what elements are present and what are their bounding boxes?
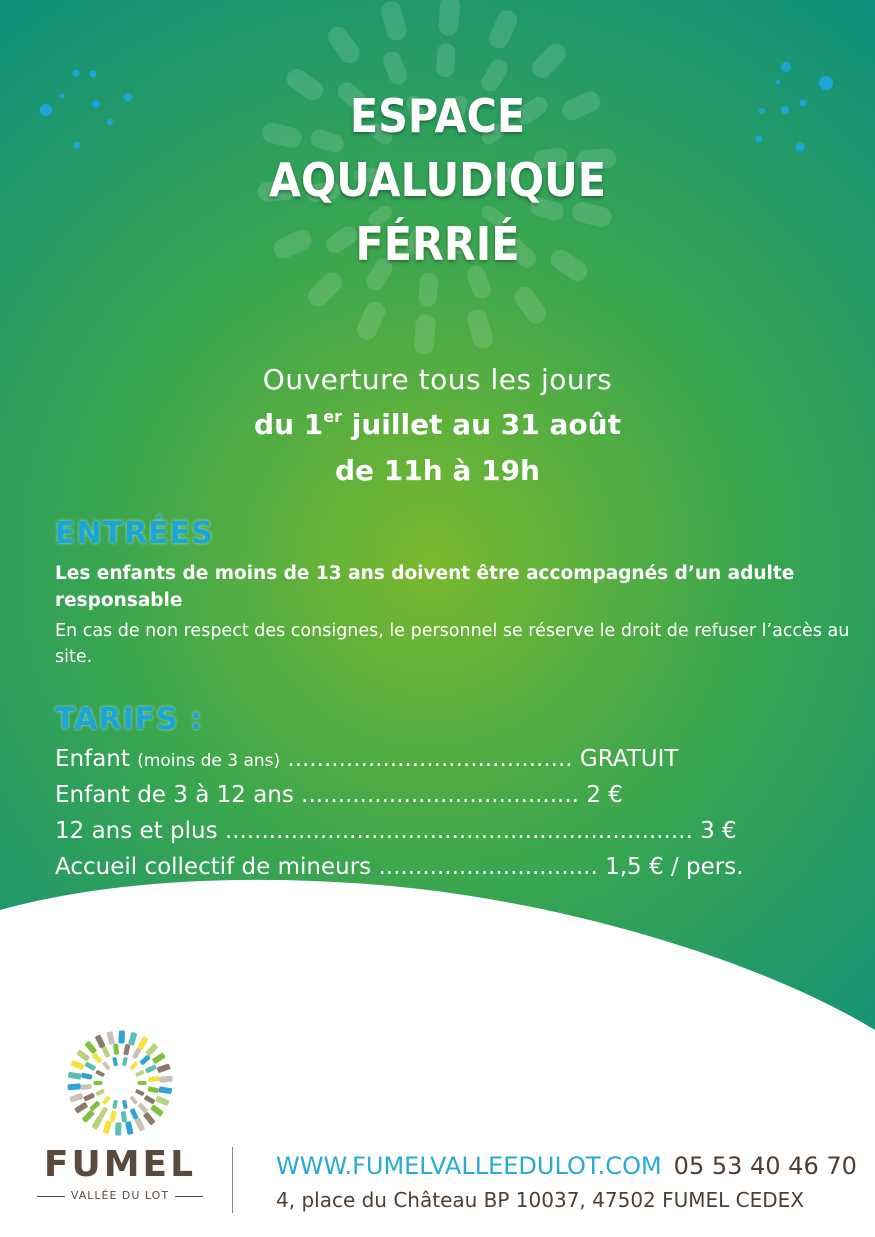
entrees-note: En cas de non respect des consignes, le personnel se réserve le droit de refuser l’accès au site. xyxy=(55,621,850,667)
logo-petal xyxy=(112,1100,118,1110)
logo-name: FUMEL xyxy=(43,1144,197,1185)
logo-petal xyxy=(148,1076,159,1082)
logo-petal xyxy=(95,1034,106,1048)
logo-petal xyxy=(113,1043,119,1054)
logo-petal xyxy=(102,1061,111,1071)
logo-petal xyxy=(82,1110,95,1124)
logo-petal xyxy=(115,1122,121,1135)
tarifs-heading: TARIFS : xyxy=(55,702,204,737)
logo-petal xyxy=(135,1070,145,1078)
address: 4, place du Château BP 10037, 47502 FUMEL CEDEX xyxy=(276,1188,804,1212)
tarif-price: 3 € xyxy=(700,818,737,844)
logo-petal xyxy=(143,1112,156,1126)
opening-line-3: de 11h à 19h xyxy=(335,454,540,487)
logo-petal xyxy=(94,1081,103,1085)
logo-petal xyxy=(68,1072,82,1080)
logo-petal xyxy=(67,1083,80,1090)
logo-petal xyxy=(69,1093,83,1103)
flower-petal xyxy=(413,314,436,355)
tarif-label: Accueil collectif de mineurs xyxy=(55,854,372,880)
tarif-row xyxy=(55,777,855,813)
logo-petal xyxy=(122,1100,128,1110)
entrees-rule: Les enfants de moins de 13 ans doivent être accompagnés d’un adulte responsable xyxy=(55,563,795,611)
opening-line-1: Ouverture tous les jours xyxy=(262,363,613,396)
tarif-row xyxy=(55,849,855,885)
logo-petal xyxy=(129,1061,138,1071)
page-title xyxy=(44,84,832,276)
fumel-logo xyxy=(30,1025,210,1215)
tarif-price: 2 € xyxy=(586,782,623,808)
logo-petal xyxy=(84,1040,97,1054)
flower-petal xyxy=(435,43,455,78)
logo-petal xyxy=(76,1049,90,1062)
opening-hours xyxy=(0,358,875,494)
tarif-label-detail: (moins de 3 ans) xyxy=(137,751,281,771)
logo-petal xyxy=(132,1047,142,1059)
logo-petal xyxy=(123,1044,130,1056)
flower-petal xyxy=(418,272,438,307)
footer-divider xyxy=(232,1147,233,1213)
contact-line-1 xyxy=(276,1148,857,1184)
logo-petal xyxy=(70,1060,84,1071)
logo-petal xyxy=(129,1095,138,1105)
logo-petal xyxy=(101,1046,110,1058)
logo-petal xyxy=(112,1057,118,1067)
opening-line-2 xyxy=(0,402,875,448)
logo-petal xyxy=(134,1117,145,1131)
tarifs-list xyxy=(55,741,855,885)
logo-petal xyxy=(147,1086,159,1093)
logo-petal xyxy=(152,1052,166,1064)
logo-petal xyxy=(156,1063,170,1073)
tarif-label: Enfant xyxy=(55,746,138,772)
logo-petal xyxy=(91,1116,103,1130)
fumel-logo-icon xyxy=(30,1025,210,1140)
tarif-row xyxy=(55,813,855,849)
title-line-3: FÉRRIÉ xyxy=(355,217,520,271)
logo-tagline: VALLÉE DU LOT xyxy=(30,1189,210,1202)
logo-petal xyxy=(138,1081,147,1085)
entrees-heading: ENTRÉES xyxy=(55,516,214,551)
tarif-price: GRATUIT xyxy=(579,746,679,772)
logo-petal xyxy=(122,1057,128,1067)
logo-petal xyxy=(91,1052,102,1063)
opening-date-sup: er xyxy=(323,407,343,426)
tarif-label: Enfant de 3 à 12 ans xyxy=(55,782,294,808)
logo-petal xyxy=(80,1084,91,1090)
logo-petal xyxy=(98,1107,108,1119)
phone-number: 05 53 40 46 70 xyxy=(673,1152,857,1180)
tarif-dots: ................................................................ xyxy=(217,818,701,844)
logo-petal xyxy=(145,1043,158,1057)
tarif-dots: ....................................... xyxy=(280,746,580,772)
logo-petal xyxy=(106,1031,115,1045)
website-link[interactable]: WWW.FUMELVALLEEDULOT.COM xyxy=(276,1152,662,1180)
logo-petal xyxy=(83,1093,95,1102)
logo-petal xyxy=(95,1089,105,1097)
logo-petal xyxy=(95,1070,105,1078)
tarif-dots: ...................................... xyxy=(293,782,587,808)
logo-petal xyxy=(103,1120,112,1134)
logo-petal xyxy=(118,1030,124,1043)
logo-petal xyxy=(135,1089,145,1097)
logo-petal xyxy=(150,1104,164,1117)
tarif-dots: .............................. xyxy=(371,854,606,880)
logo-petal xyxy=(121,1111,127,1122)
logo-petal xyxy=(128,1032,137,1046)
tarif-label: 12 ans et plus xyxy=(55,818,218,844)
logo-petal xyxy=(159,1076,172,1083)
contact-block xyxy=(276,1148,857,1216)
opening-date-start: du 1 xyxy=(254,408,324,441)
logo-petal xyxy=(74,1102,88,1114)
logo-petal xyxy=(145,1064,157,1073)
logo-petal xyxy=(137,1036,149,1050)
logo-petal xyxy=(110,1110,117,1122)
logo-petal xyxy=(139,1054,150,1065)
logo-petal xyxy=(102,1095,111,1105)
tarif-row xyxy=(55,741,855,777)
logo-petal xyxy=(84,1061,96,1071)
logo-petal xyxy=(125,1121,134,1135)
logo-petal xyxy=(144,1095,156,1105)
opening-date-end: juillet au 31 août xyxy=(342,408,621,441)
tarif-price: 1,5 € / pers. xyxy=(605,854,744,880)
title-line-2: AQUALUDIQUE xyxy=(268,153,606,207)
logo-petal xyxy=(155,1096,169,1107)
logo-petal xyxy=(130,1108,139,1120)
logo-petal xyxy=(89,1100,100,1111)
logo-petal xyxy=(137,1102,148,1113)
logo-petal xyxy=(159,1086,173,1094)
title-line-1: ESPACE xyxy=(349,89,526,143)
logo-petal xyxy=(81,1073,93,1080)
